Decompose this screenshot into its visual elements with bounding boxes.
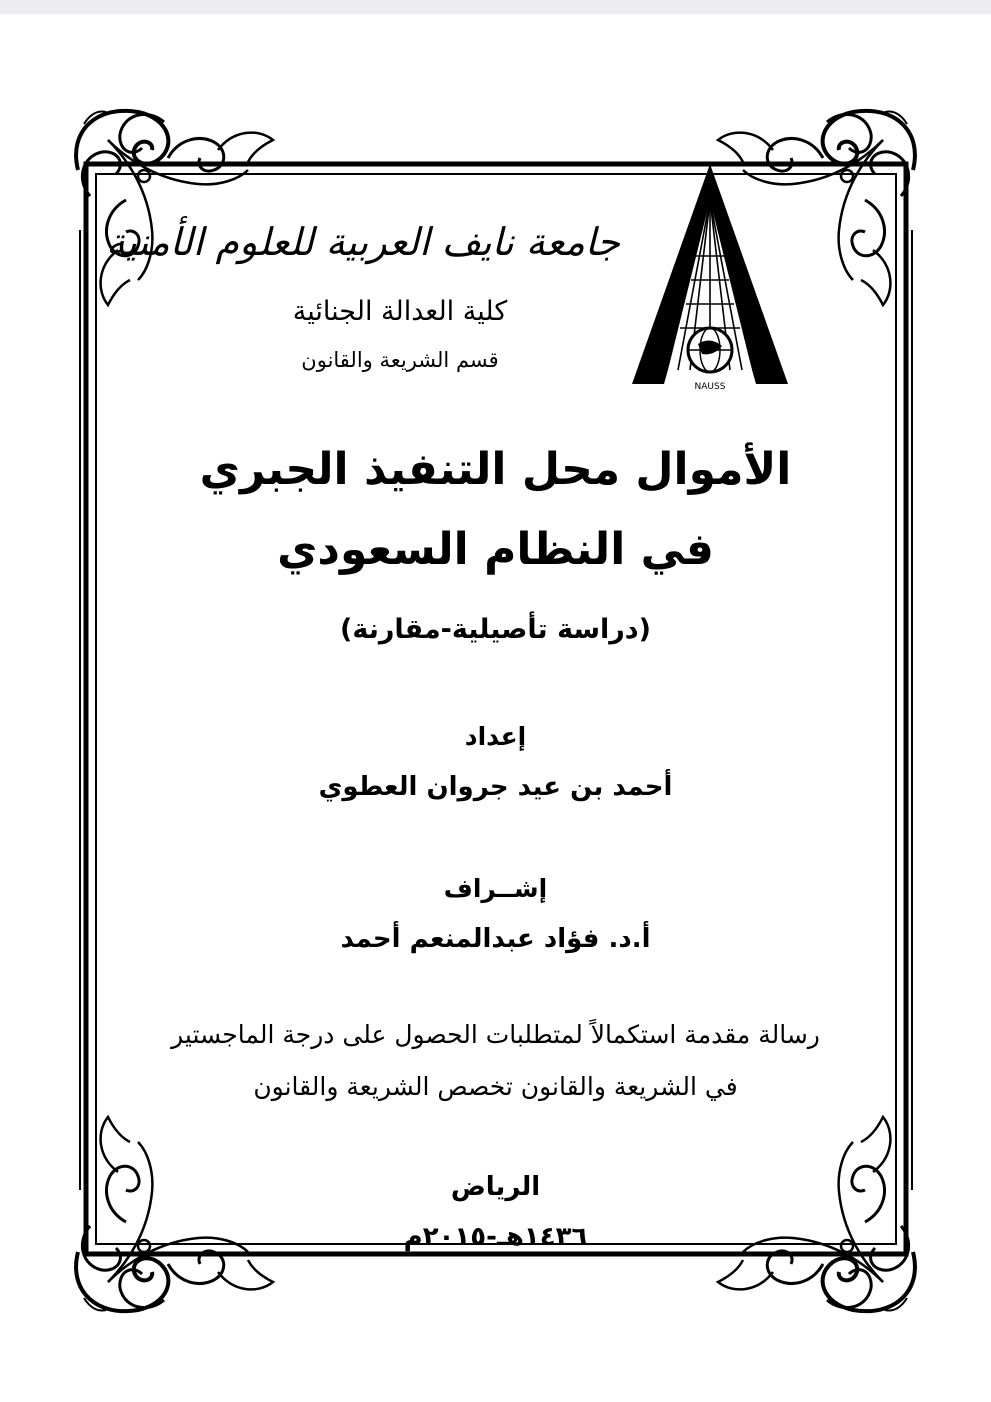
corner-ornament-top-left [76,111,273,305]
thesis-statement-line2: في الشريعة والقانون تخصص الشريعة والقانون [253,1072,738,1101]
nauss-logo [628,160,792,392]
author-name: أحمد بن عيد جروان العطوي [318,772,673,802]
date: ١٤٣٦هـ-٢٠١٥م [403,1222,588,1252]
supervisor-name: أ.د. فؤاد عبدالمنعم أحمد [340,924,651,954]
thesis-title-line1: الأموال محل التنفيذ الجبري [199,444,792,495]
logo-text: NAUSS [694,382,726,392]
city: الرياض [450,1172,541,1202]
college-name: كلية العدالة الجنائية [292,296,508,327]
thesis-statement-line1: رسالة مقدمة استكمالاً لمتطلبات الحصول على درجة الماجستير [171,1020,820,1049]
thesis-subtitle: (دراسة تأصيلية-مقارنة) [339,614,651,645]
supervision-label: إشــراف [443,874,548,903]
prepared-by-label: إعداد [464,722,527,751]
corner-ornament-bottom-left [76,1117,273,1311]
thesis-title-line2: في النظام السعودي [277,524,714,575]
university-name: جامعة نايف العربية للعلوم الأمنية [106,220,620,264]
department-name: قسم الشريعة والقانون [301,348,499,372]
corner-ornament-bottom-right [718,1117,915,1311]
